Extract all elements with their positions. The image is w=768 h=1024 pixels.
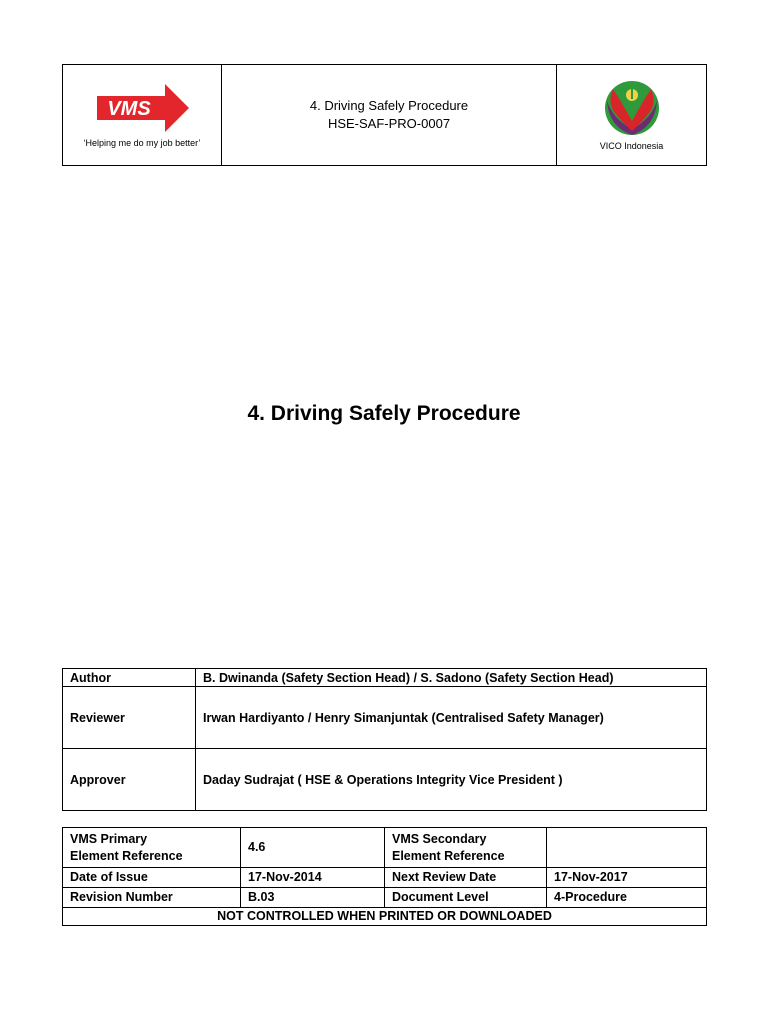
header-title-cell [222,65,557,166]
approver-value: Daday Sudrajat ( HSE & Operations Integrity Vice President ) [196,749,707,811]
footer-notice: NOT CONTROLLED WHEN PRINTED OR DOWNLOADED [63,908,707,926]
page-title: 4. Driving Safely Procedure [247,402,521,425]
vms-secondary-value [547,828,707,868]
company-name: VICO Indonesia [599,141,664,151]
vms-primary-label-line2: Element Reference [70,848,183,863]
header-table [62,64,707,166]
approver-label: Approver [63,749,196,811]
vms-logo-text: VMS [107,98,151,120]
reviewer-value: Irwan Hardiyanto / Henry Simanjuntak (Centralised Safety Manager) [196,687,707,749]
revision-value: B.03 [241,888,385,908]
footer-notice-row [63,908,707,926]
dates-row [63,868,707,888]
vms-logo [93,82,191,134]
approver-row [63,749,707,811]
vico-logo [603,79,661,137]
document-info-table [62,827,707,926]
revision-row [63,888,707,908]
reviewer-row [63,687,707,749]
author-value: B. Dwinanda (Safety Section Head) / S. Sadono (Safety Section Head) [196,669,707,687]
vms-logo-cell [63,65,222,166]
vms-secondary-label [385,828,547,868]
vms-secondary-label-line2: Element Reference [392,848,505,863]
vms-primary-value: 4.6 [241,828,385,868]
revision-label: Revision Number [63,888,241,908]
date-of-issue-value: 17-Nov-2014 [241,868,385,888]
reviewer-label: Reviewer [63,687,196,749]
people-table [62,668,707,811]
vico-logo-cell [557,65,707,166]
header-doc-code: HSE-SAF-PRO-0007 [327,116,451,131]
header-doc-title: 4. Driving Safely Procedure [309,98,469,113]
vms-primary-label [63,828,241,868]
date-of-issue-label: Date of Issue [63,868,241,888]
vms-reference-row [63,828,707,868]
vms-secondary-label-line1: VMS Secondary [392,831,487,846]
author-row [63,669,707,687]
document-level-value: 4-Procedure [547,888,707,908]
author-label: Author [63,669,196,687]
next-review-label: Next Review Date [385,868,547,888]
tagline: ‘Helping me do my job better’ [83,138,201,148]
vms-primary-label-line1: VMS Primary [70,831,148,846]
document-level-label: Document Level [385,888,547,908]
next-review-value: 17-Nov-2017 [547,868,707,888]
